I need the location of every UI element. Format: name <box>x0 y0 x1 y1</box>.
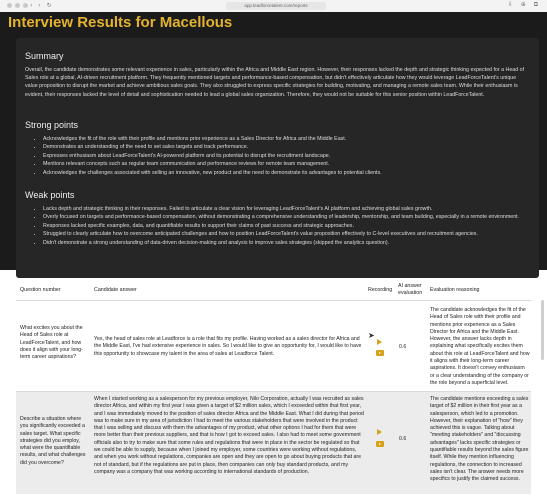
answer-cell: When I started working as a salesperson for my previous employer, Nilo Corporation, actually I was recruited as sales director Africa, and within my first year I was given a target of $2 million sales, which I exceeded within that first year, and I was immediately moved to the position of sales director Africa and the Middle East. What I did during that period was to make sure in my area of jurisdiction I had to meet the various stakeholders that were involved in the product that I was selling and discuss with them the advantages of my product, what other options I had for them that were more better than their previous suppliers, and that is how I got to exceed sales. I also had to meet some government officials also to try to make sure that some rules and regulations that were in place in the sector be regulated so that we could be able to supply, because when I joined my employer, some countries were working without regulations, and when you work without regulations, companies are open and they are open to go about buying products that are not of standard, but if the regulations are put in place, then companies can only buy standard products, and my company was a company that was working according to international standards of production. <box>94 396 364 475</box>
report-panel <box>16 38 539 278</box>
strong-points-list <box>25 135 547 177</box>
weak-points-heading: Weak points <box>25 190 75 200</box>
weak-point: • Didn't demonstrate a strong understanding of data-driven decision-making and analysis to improve sales strategies (skipped the analytics question). <box>43 239 547 247</box>
page-title: Interview Results for Macellous <box>8 14 233 31</box>
strong-point: • Expresses enthusiasm about LeadForceTalent's AI-powered platform and its potential to disrupt the recruitment landscape. <box>43 152 547 160</box>
weak-point: • Overly focused on targets and performance-based compensation, without demonstrating a comprehensive understanding of leadership, mentorship, and team building, especially in a remote environment. <box>43 213 547 221</box>
reasoning-cell: The candidate mentions exceeding a sales target of $2 million in their first year as a salesperson, which led to a promotion. However, their explanation of "how" they achieved this is vague. Talking about "meeting stakeholders" and "discussing advantages" lacks specific strategies or quantifiable results beyond the sales figure itself. While they mention influencing regulations, the connection to increased sales isn't clear. The answer needs more specifics to justify the claimed success. <box>430 396 529 483</box>
mouse-cursor-icon: ➤ <box>368 331 375 340</box>
play-audio-icon[interactable] <box>377 339 382 345</box>
col-header-reasoning: Evaluation reasoning <box>430 287 480 293</box>
weak-point: • Responses lacked specific examples, data, and quantifiable results to support their claims of past success and strategic approaches. <box>43 222 547 230</box>
strong-point: • Acknowledges the fit of the role with their profile and mentions prior experience as a Sales Director for Africa and the Middle East. <box>43 135 547 143</box>
play-video-icon[interactable] <box>376 350 384 356</box>
address-bar[interactable]: app.leadforcetalent.com/reports <box>226 2 326 10</box>
col-header-ai-eval: AI answer evaluation <box>398 283 423 296</box>
report-section <box>0 12 547 270</box>
weak-points-list <box>25 205 547 247</box>
question-cell: Describe a situation where you significantly exceeded a sales target. What specific strategies did you employ, what were the quantifiable results, and what challenges did you overcome? <box>20 416 86 466</box>
reasoning-cell: The candidate acknowledges the fit of the Head of Sales role with their profile and mentions prior experience as a Sales Director for Africa and the Middle East. However, the answer lacks depth in explaining what specifically excites them about this role at LeadForceTalent and how it aligns with their long-term career aspirations. It doesn't convey enthusiasm or a clear understanding of the company or the role beyond a superficial level. <box>430 307 530 386</box>
strong-point: • Acknowledges the challenges associated with selling an innovative, new product and the need to demonstrate its advantages to potential clients. <box>43 169 547 177</box>
browser-tools-icon[interactable]: ⇩ ⊕ ⧉ <box>507 1 541 8</box>
question-cell: What excites you about the Head of Sales role at LeadForceTalent, and how does it align with your long-term career aspirations? <box>20 325 83 361</box>
window-controls <box>7 3 28 8</box>
col-header-question: Question number <box>20 287 61 293</box>
play-audio-icon[interactable] <box>377 429 382 435</box>
weak-point: • Lacks depth and strategic thinking in their responses. Failed to articulate a clear vision for leveraging LeadForceTalent's AI platform and achieving global sales growth. <box>43 205 547 213</box>
scrollbar[interactable] <box>541 300 544 360</box>
weak-point: • Struggled to clearly articulate how to overcome anticipated challenges and how to position LeadForceTalent's value proposition effectively to C-level executives and recruitment agencies. <box>43 230 547 238</box>
minimize-window-button[interactable] <box>15 3 20 8</box>
summary-heading: Summary <box>25 51 64 61</box>
col-header-recording: Recording <box>368 287 393 293</box>
strong-points-heading: Strong points <box>25 120 79 130</box>
zoom-window-button[interactable] <box>23 3 28 8</box>
strong-point: • Mentions relevant concepts such as regular team communication and performance reviews for remote team management. <box>43 160 547 168</box>
summary-text: Overall, the candidate demonstrates some relevant experience in sales, particularly within the Africa and Middle East region. However, their responses lacked the depth and strategic thinking expected for a Head of Sales role at a global, AI-driven recruitment platform. They frequently mentioned targets and performance-based compensation, but didn't effectively articulate how they would leverage LeadForceTalent's unique value proposition to disrupt the market and achieve ambitious sales goals. They also struggled to express specific strategies for building, motivating, and managing a remote sales team. While their enthusiasm is evident, their responses lacked the level of detail and sophistication needed to lead a global sales organization. Therefore, they would not be suitable for this senior position within LeadForceTalent. <box>25 67 525 98</box>
answer-cell: Yes, the head of sales role at Leadforce is a role that fits my profile. Having worked as a sales director for Africa and the Middle East, I've had extensive experience in sales. So I would like to give an opportunity for, I would like to have this opportunity to showcase my talent in the area of sales at Leadforce Talent. <box>94 336 362 357</box>
ai-score: 0.6 <box>399 344 407 350</box>
play-video-icon[interactable] <box>376 441 384 447</box>
col-header-answer: Candidate answer <box>94 287 137 293</box>
ai-score: 0.6 <box>399 436 407 442</box>
close-window-button[interactable] <box>7 3 12 8</box>
nav-arrows-icon[interactable]: ‹ › ↻ <box>30 2 54 9</box>
strong-point: • Demonstrates an understanding of the need to set sales targets and track performance. <box>43 143 547 151</box>
